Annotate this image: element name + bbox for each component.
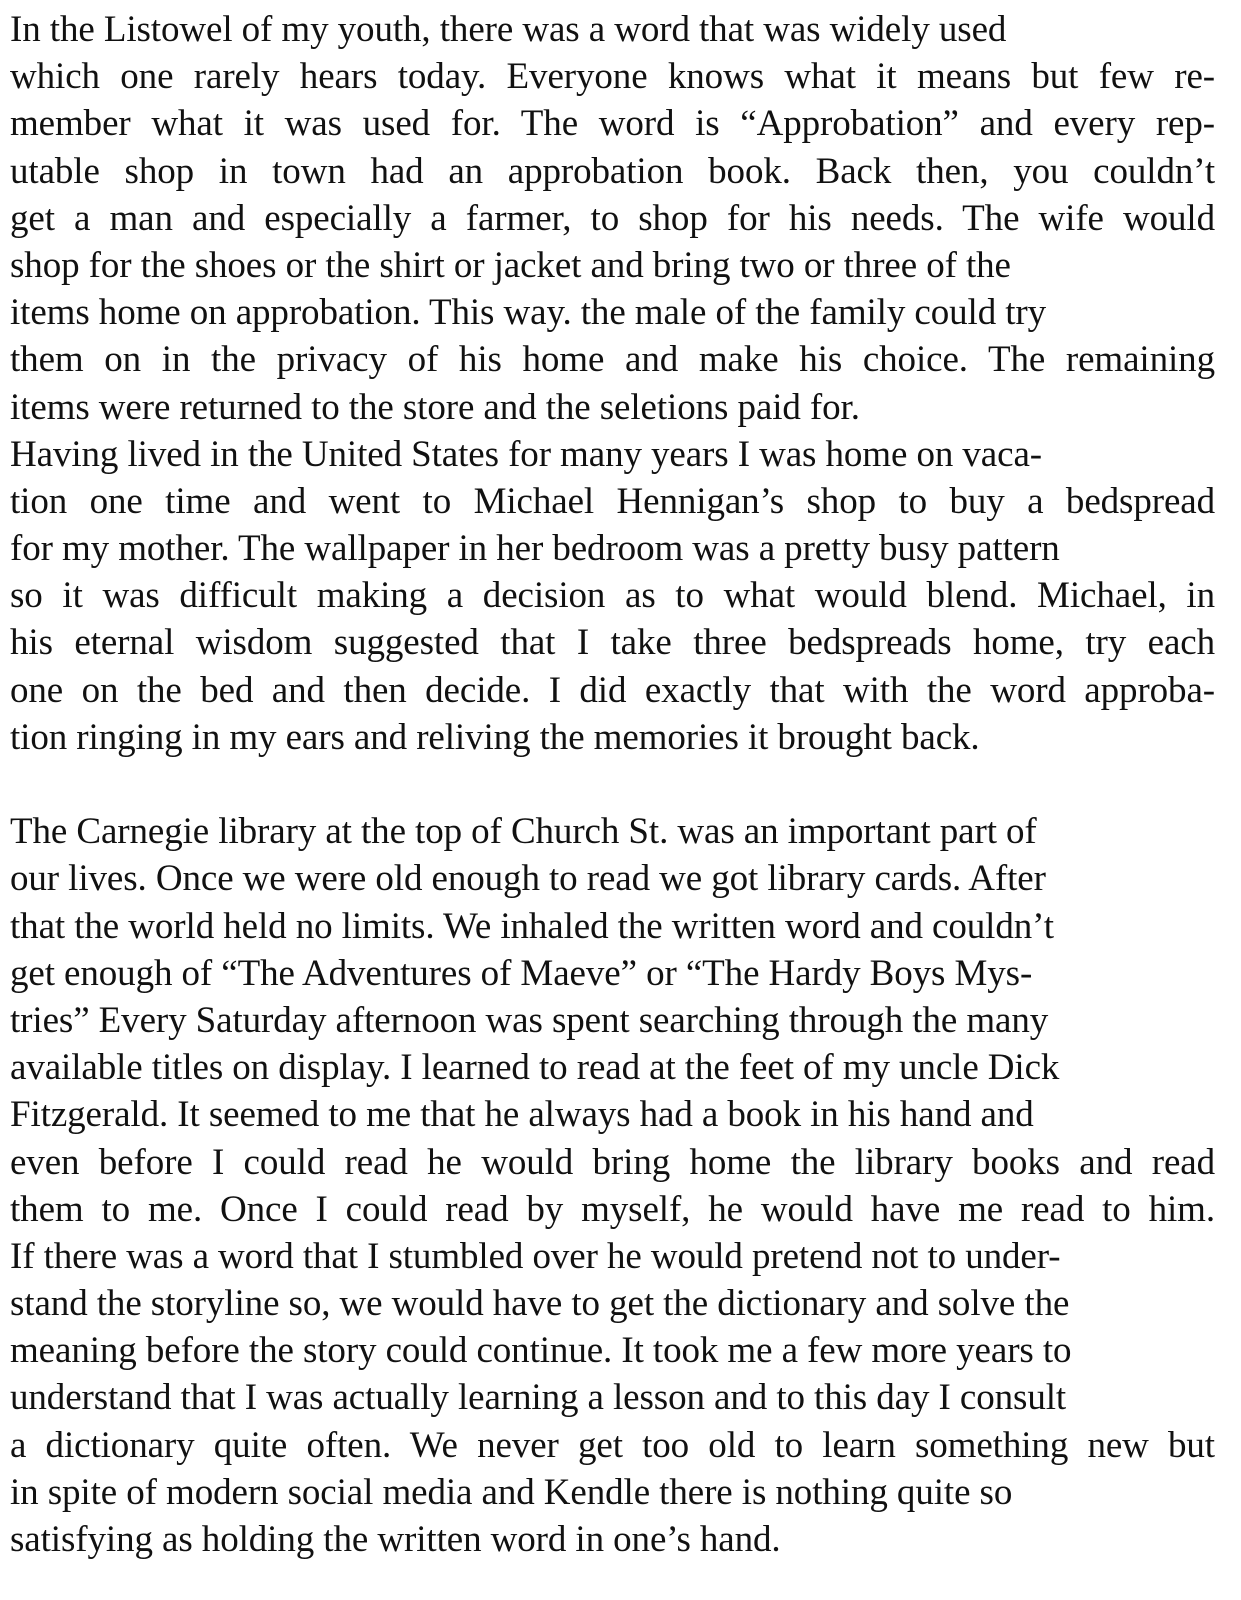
text-line: In the Listowel of my youth, there was a word that was widely used xyxy=(10,9,1007,50)
paragraph-carnegie-library xyxy=(10,808,1215,1563)
text-line: that the world held no limits. We inhaled the written word and couldn’t xyxy=(10,905,1054,947)
text-line: meaning before the story could continue. It took me a few more years to xyxy=(10,1330,1072,1372)
text-line: them on in the privacy of his home and make his choice. The remaining xyxy=(10,339,1215,381)
paragraph-approbation xyxy=(10,6,1215,761)
paragraph-gap xyxy=(10,761,1215,808)
text-line: even before I could read he would bring home the library books and read xyxy=(10,1141,1215,1183)
text-line: Fitzgerald. It seemed to me that he always had a book in his hand and xyxy=(10,1094,1034,1136)
text-line: so it was difficult making a decision as to what would blend. Michael, in xyxy=(10,575,1215,617)
text-line: his eternal wisdom suggested that I take three bedspreads home, try each xyxy=(10,622,1215,664)
text-line: member what it was used for. The word is “Approbation” and every rep- xyxy=(10,103,1215,145)
text-line: a dictionary quite often. We never get too old to learn something new but xyxy=(10,1424,1215,1466)
text-line: one on the bed and then decide. I did exactly that with the word approba- xyxy=(10,669,1215,711)
text-line: them to me. Once I could read by myself, he would have me read to him. xyxy=(10,1188,1215,1230)
text-line: in spite of modern social media and Kendle there is nothing quite so xyxy=(10,1471,1013,1513)
text-line: tion one time and went to Michael Hennigan’s shop to buy a bedspread xyxy=(10,480,1215,522)
text-line: our lives. Once we were old enough to read we got library cards. After xyxy=(10,858,1046,900)
text-line: The Carnegie library at the top of Church St. was an important part of xyxy=(10,811,1037,853)
text-line: If there was a word that I stumbled over he would pretend not to under- xyxy=(10,1235,1061,1277)
text-line: for my mother. The wallpaper in her bedroom was a pretty busy pattern xyxy=(10,528,1060,570)
text-line: understand that I was actually learning a lesson and to this day I consult xyxy=(10,1377,1067,1419)
text-line: get a man and especially a farmer, to shop for his needs. The wife would xyxy=(10,197,1215,239)
text-line: utable shop in town had an approbation book. Back then, you couldn’t xyxy=(10,150,1215,192)
text-line: Having lived in the United States for many years I was home on vaca- xyxy=(10,433,1042,475)
text-line: stand the storyline so, we would have to get the dictionary and solve the xyxy=(10,1283,1070,1325)
document-page xyxy=(10,6,1215,1563)
text-line: items were returned to the store and the seletions paid for. xyxy=(10,386,860,428)
text-line: which one rarely hears today. Everyone knows what it means but few re- xyxy=(10,56,1215,98)
text-line: shop for the shoes or the shirt or jacket and bring two or three of the xyxy=(10,244,1011,286)
text-line: available titles on display. I learned to read at the feet of my uncle Dick xyxy=(10,1047,1060,1089)
text-line: get enough of “The Adventures of Maeve” or “The Hardy Boys Mys- xyxy=(10,952,1033,994)
text-line: items home on approbation. This way. the male of the family could try xyxy=(10,292,1047,334)
text-line: tries” Every Saturday afternoon was spent searching through the many xyxy=(10,999,1049,1041)
text-line: tion ringing in my ears and reliving the memories it brought back. xyxy=(10,716,980,758)
text-line: satisfying as holding the written word in one’s hand. xyxy=(10,1519,781,1560)
